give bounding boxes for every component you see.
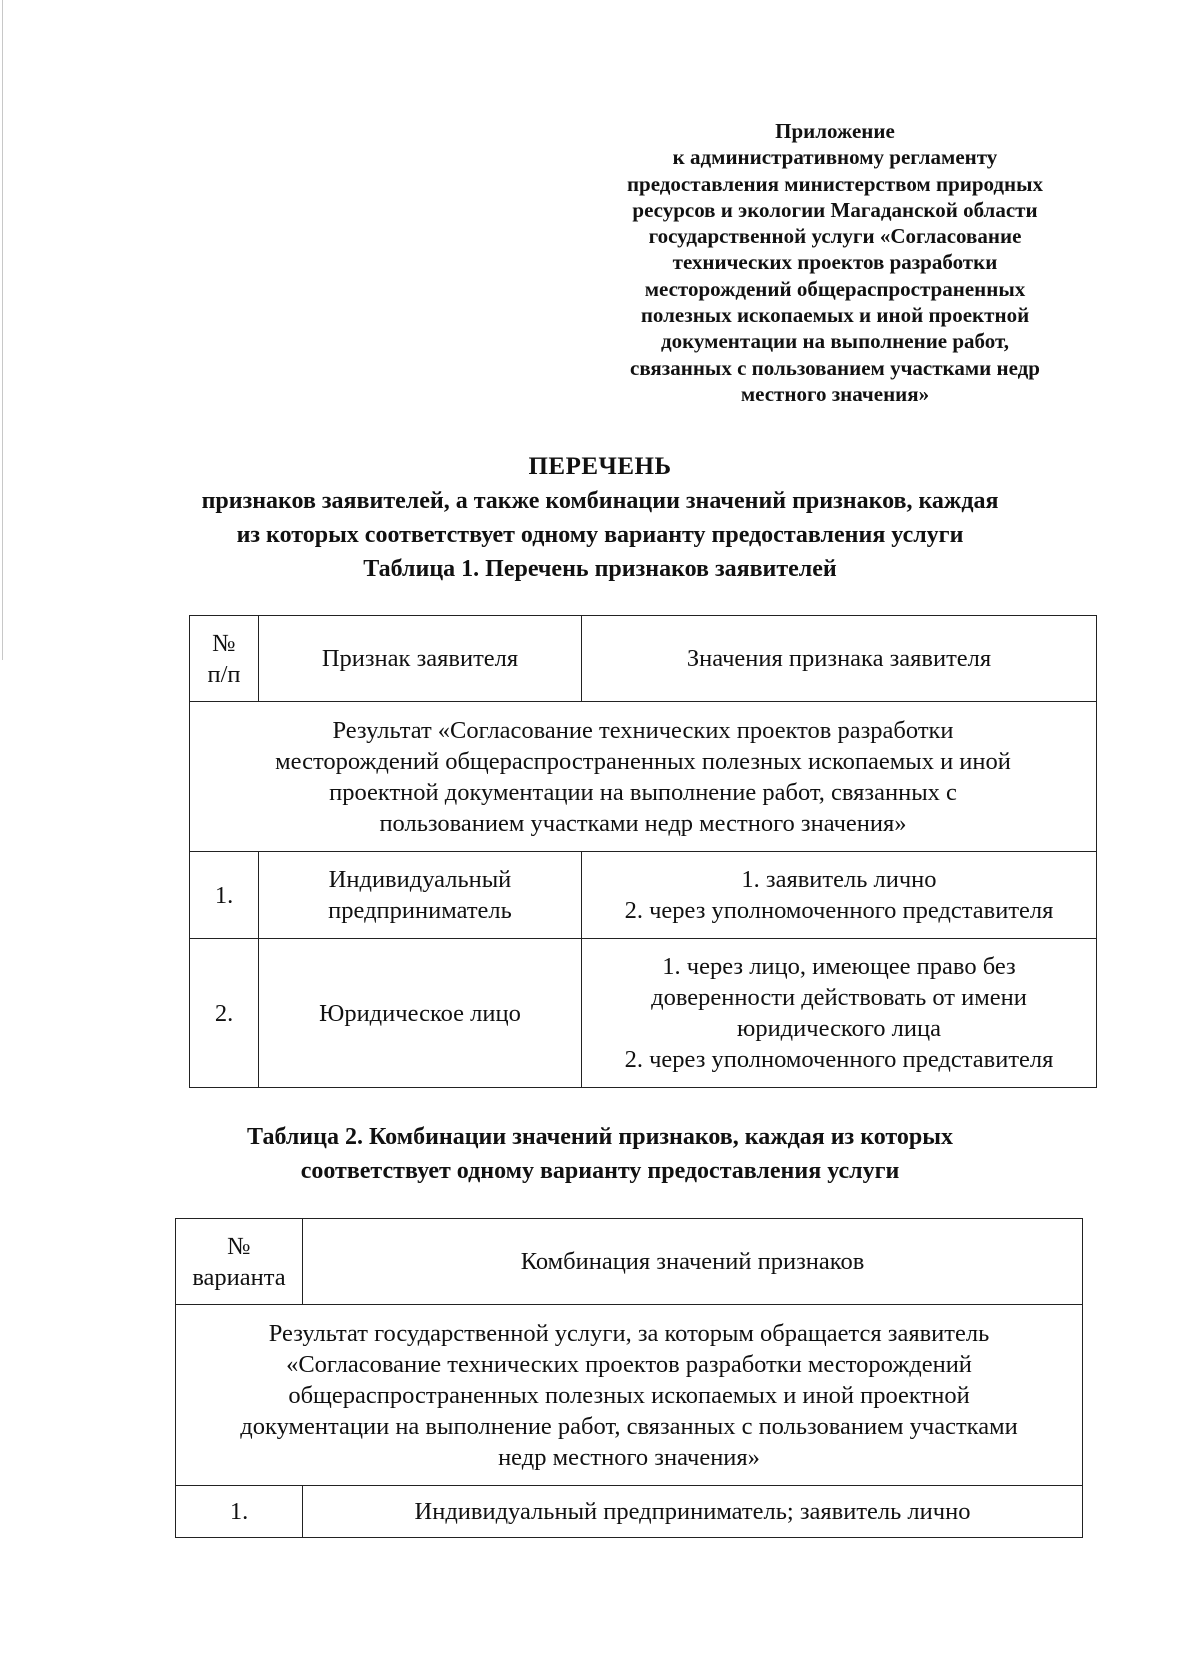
table-header-row xyxy=(190,616,1097,702)
document-subtitle-line: признаков заявителей, а также комбинации значений признаков, каждая xyxy=(201,488,999,514)
header-cell-number: № п/п xyxy=(190,616,259,702)
table2-title-line: соответствует одному варианту предоставления услуги xyxy=(300,1158,900,1184)
row-number-cell: 1. xyxy=(176,1486,303,1538)
appendix-header xyxy=(595,118,1075,407)
section-cell-result: Результат «Согласование технических проектов разработки месторождений общераспространенных полезных ископаемых и иной проектной документации на выполнение работ, связанных с пользованием участками недр местного значения» xyxy=(190,702,1097,852)
appendix-line: к административному регламенту xyxy=(672,145,998,170)
table2-title xyxy=(100,1120,1100,1188)
table1-title: Таблица 1. Перечень признаков заявителей xyxy=(363,556,837,582)
document-heading xyxy=(100,450,1100,586)
table2-title-line: Таблица 2. Комбинации значений признаков, каждая из которых xyxy=(247,1124,953,1150)
table-attribute-combinations xyxy=(175,1218,1083,1538)
appendix-line: государственной услуги «Согласование xyxy=(648,224,1022,249)
table-row xyxy=(176,1486,1083,1538)
header-cell-values: Значения признака заявителя xyxy=(582,616,1097,702)
appendix-line: документации на выполнение работ, xyxy=(661,329,1009,354)
table-applicant-attributes xyxy=(189,615,1097,1088)
table-section-row xyxy=(190,702,1097,852)
row-values-cell: 1. заявитель лично 2. через уполномоченного представителя xyxy=(582,852,1097,939)
table-row xyxy=(190,939,1097,1088)
section-cell-result: Результат государственной услуги, за которым обращается заявитель «Согласование технических проектов разработки месторождений общераспространенных полезных ископаемых и иной проектной документации на выполнение работ, связанных с пользованием участками недр местного значения» xyxy=(176,1305,1083,1486)
row-combination-cell: Индивидуальный предприниматель; заявитель лично xyxy=(303,1486,1083,1538)
row-number-cell: 1. xyxy=(190,852,259,939)
document-title: ПЕРЕЧЕНЬ xyxy=(528,453,672,480)
appendix-line: месторождений общераспространенных xyxy=(644,276,1026,301)
header-cell-variant-number: № варианта xyxy=(176,1219,303,1305)
appendix-line: местного значения» xyxy=(740,381,930,406)
row-attribute-cell: Индивидуальный предприниматель xyxy=(259,852,582,939)
appendix-line: предоставления министерством природных xyxy=(626,171,1044,196)
appendix-line: технических проектов разработки xyxy=(672,250,998,275)
row-values-cell: 1. через лицо, имеющее право без доверенности действовать от имени юридического лица 2. через уполномоченного представителя xyxy=(582,939,1097,1088)
appendix-line: ресурсов и экологии Магаданской области xyxy=(632,197,1038,222)
table-header-row xyxy=(176,1219,1083,1305)
header-cell-combination: Комбинация значений признаков xyxy=(303,1219,1083,1305)
appendix-line: полезных ископаемых и иной проектной xyxy=(640,303,1030,328)
row-number-cell: 2. xyxy=(190,939,259,1088)
appendix-line: Приложение xyxy=(775,119,895,143)
table-section-row xyxy=(176,1305,1083,1486)
table-row xyxy=(190,852,1097,939)
scan-edge-line xyxy=(2,0,3,660)
row-attribute-cell: Юридическое лицо xyxy=(259,939,582,1088)
appendix-line: связанных с пользованием участками недр xyxy=(630,355,1040,380)
header-cell-attribute: Признак заявителя xyxy=(259,616,582,702)
document-subtitle-line: из которых соответствует одному варианту предоставления услуги xyxy=(236,522,964,548)
